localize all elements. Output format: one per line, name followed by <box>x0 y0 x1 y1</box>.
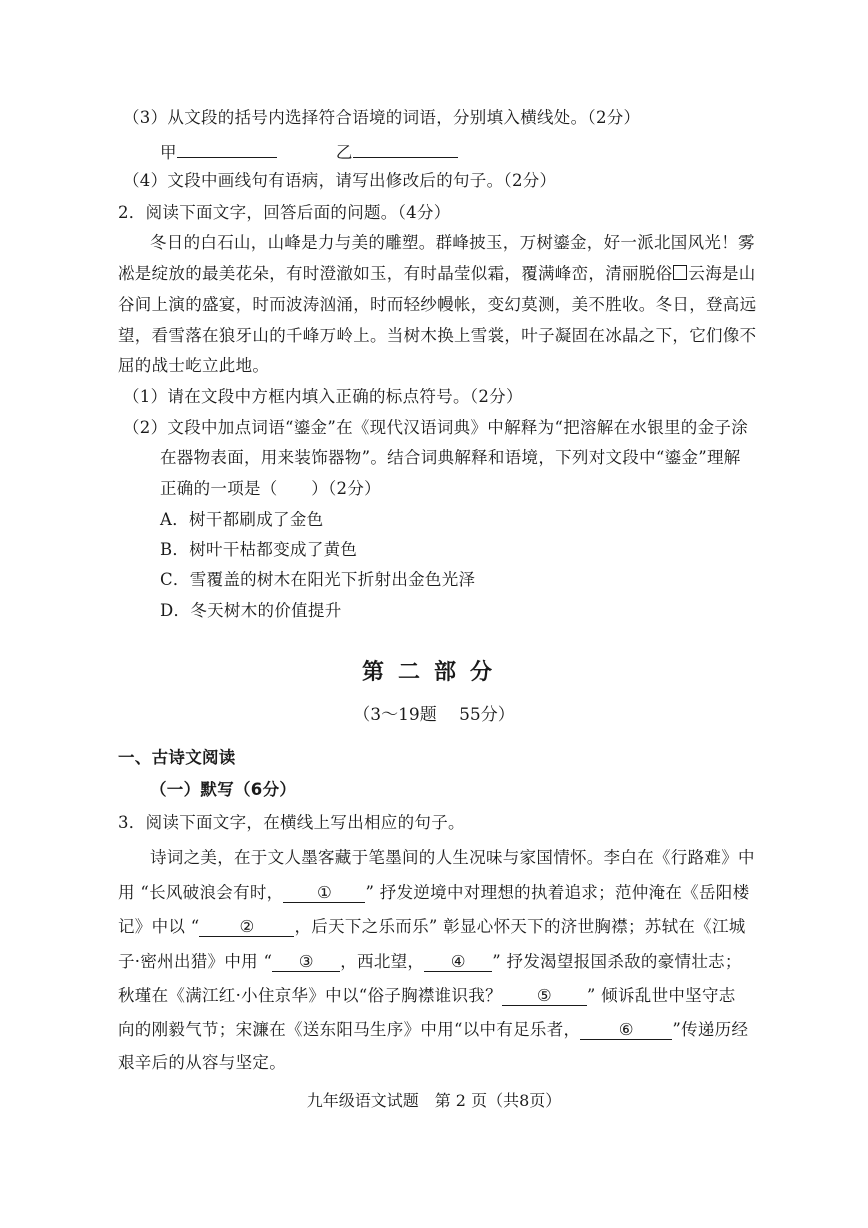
blank-yi[interactable] <box>353 139 458 158</box>
option-d[interactable]: D．冬天树木的价值提升 <box>160 601 342 620</box>
q1-sub3: （3）从文段的括号内选择符合语境的词语，分别填入横线处。（2分） <box>123 108 641 127</box>
blank-2[interactable]: ② <box>199 918 294 937</box>
part-two-heading: 第二部分 <box>361 660 506 685</box>
q3-title: 3．阅读下面文字，在横线上写出相应的句子。 <box>118 813 465 832</box>
q2-sub2-line-3: 正确的一项是（ ）（2分） <box>160 479 381 498</box>
blank-jia[interactable] <box>177 139 277 158</box>
q3-line-7: 艰辛后的从容与坚定。 <box>118 1053 286 1072</box>
q3-line-3: 记》中以 “ ② ，后天下之乐而乐” 彰显心怀天下的济世胸襟；苏轼在《江城 <box>118 917 746 936</box>
blank-6[interactable]: ⑥ <box>580 1021 672 1040</box>
label-jia: 甲 <box>160 143 177 162</box>
q3-line-6: 向的刚毅气节；宋濂在《送东阳马生序》中用“以中有足乐者， ⑥ ”传递历经 <box>118 1020 749 1039</box>
q3-line-1: 诗词之美，在于文人墨客藏于笔墨间的人生况味与家国情怀。李白在《行路难》中 <box>150 848 755 867</box>
option-a[interactable]: A．树干都刷成了金色 <box>160 510 324 529</box>
part-two-subheading: （3～19题 55分） <box>353 705 515 725</box>
punctuation-box[interactable] <box>673 265 687 280</box>
label-yi: 乙 <box>335 143 353 162</box>
q2-sub1: （1）请在文段中方框内填入正确的标点符号。（2分） <box>123 387 523 406</box>
option-c[interactable]: C．雪覆盖的树木在阳光下折射出金色光泽 <box>160 570 476 589</box>
q2-sub2-line-2: 在器物表面，用来装饰器物”。结合词典解释和语境，下列对文段中“鎏金”理解 <box>160 448 741 467</box>
q2-title: 2．阅读下面文字，回答后面的问题。（4分） <box>118 203 451 222</box>
blank-1[interactable]: ① <box>283 884 365 903</box>
q2-passage-line-2: 凇是绽放的最美花朵，有时澄澈如玉，有时晶莹似霜，覆满峰峦，清丽脱俗 云海是山 <box>118 264 756 283</box>
q2-sub2-line-1: （2）文段中加点词语“鎏金”在《现代汉语词典》中解释为“把溶解在水银里的金子涂 <box>123 418 749 437</box>
q2-passage-line-5: 屈的战士屹立此地。 <box>118 356 270 375</box>
q3-line-4: 子·密州出猎》中用 “ ③ ，西北望， ④ ” 抒发渴望报国杀敌的豪情壮志； <box>118 952 742 971</box>
q2-passage-line-4: 望，看雪落在狼牙山的千峰万岭上。当树木换上雪裳，叶子凝固在冰晶之下，它们像不 <box>118 326 757 345</box>
blank-5[interactable]: ⑤ <box>502 987 587 1006</box>
blank-3[interactable]: ③ <box>272 953 340 972</box>
q1-sub4: （4）文段中画线句有语病，请写出修改后的句子。（2分） <box>123 171 557 190</box>
option-b[interactable]: B．树叶干枯都变成了黄色 <box>160 540 358 559</box>
q1-blanks-line <box>160 139 458 164</box>
q3-line-5: 秋瑾在《满江红·小住京华》中以“俗子胸襟谁识我？ ⑤ ” 倾诉乱世中坚守志 <box>118 986 736 1005</box>
section-1-title: 一、古诗文阅读 <box>118 748 236 767</box>
q2-passage-line-3: 谷间上演的盛宴，时而波涛汹涌，时而轻纱幔帐，变幻莫测，美不胜收。冬日，登高远 <box>118 295 757 314</box>
section-1-subtitle: （一）默写（6分） <box>150 780 297 799</box>
q3-line-2: 用 “长风破浪会有时， ① ” 抒发逆境中对理想的执着追求；范仲淹在《岳阳楼 <box>118 883 750 902</box>
q2-passage-line-1: 冬日的白石山，山峰是力与美的雕塑。群峰披玉，万树鎏金，好一派北国风光！雾 <box>150 233 755 252</box>
blank-4[interactable]: ④ <box>424 953 492 972</box>
page-footer: 九年级语文试题 第 2 页（共8页） <box>306 1091 562 1110</box>
